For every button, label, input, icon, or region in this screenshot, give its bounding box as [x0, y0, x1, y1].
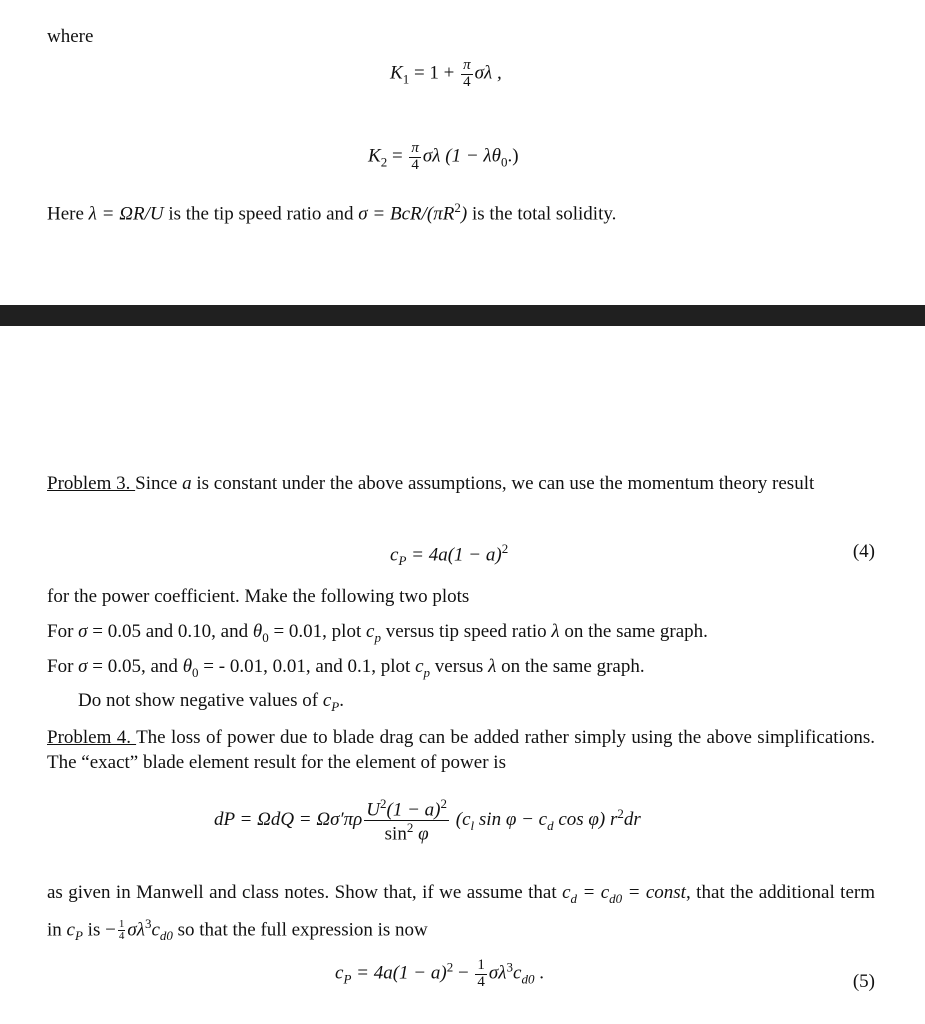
- equation-number-5: (5): [852, 971, 875, 992]
- tip-speed-definition: Here λ = ΩR/U is the tip speed ratio and σ = BcR/$(\pi R^2)$ is the total solidity.: [47, 200, 617, 225]
- problem3-plot1: For σ = 0.05 and 0.10, and $\theta_0 = 0.01$, plot $c_p$ versus tip speed ratio λ on the same graph.: [47, 621, 708, 645]
- problem4-derivation-text: as given in Manwell and class notes. Show that, if we assume that $c_d = c_{d0}$ = const, that the additional term in $c_P$ is − $\frac{1}{4}$ $\sigma\lambda^3c_{d0}$ so that the full expression is now: [47, 882, 875, 943]
- equation-k1: $K_1 = 1$ + $\frac{\pi}{4}$ σλ ,: [390, 57, 502, 90]
- problem3-plot2: For σ = 0.05, and $\theta_0$ = - 0.01, 0.01, and 0.1, plot $c_p$ versus λ on the same graph.: [47, 656, 645, 680]
- equation-number-4: (4): [852, 541, 875, 562]
- equation-k2: $K_2$ = $\frac{\pi}{4}$ σλ $(1 - \lambda\theta_0.)$: [368, 140, 519, 173]
- where-text: where: [47, 26, 94, 47]
- equation-dp: dP = ΩdQ = Ωσ′πρ $\frac{U^2(1 - a)^2}{\sin^2 \varphi}$ ($c_l$ $\sin \varphi - c_d$ cos φ) $r^2dr$: [214, 796, 641, 845]
- equation-5: $c_P = 4a(1 - a)^2$ − $\frac{1}{4}$ $\sigma\lambda^3c_{d0}$ .: [335, 957, 544, 990]
- problem4-label: Problem 4.: [47, 727, 137, 748]
- problem3-line1: for the power coefficient. Make the following two plots: [47, 586, 470, 607]
- problem3-intro: Problem 3. Since a is constant under the above assumptions, we can use the momentum theory result: [47, 473, 815, 494]
- problem3-label: Problem 3.: [47, 473, 136, 494]
- page-separator-band: [0, 305, 925, 326]
- problem3-note: Do not show negative values of $c_P$.: [78, 690, 344, 714]
- equation-4: $c_P = 4a(1 - a)^2$: [390, 541, 509, 569]
- problem4-intro: Problem 4. The loss of power due to blade drag can be added rather simply using the above simplifications. The “exact” blade element result for the element of power is: [47, 727, 875, 773]
